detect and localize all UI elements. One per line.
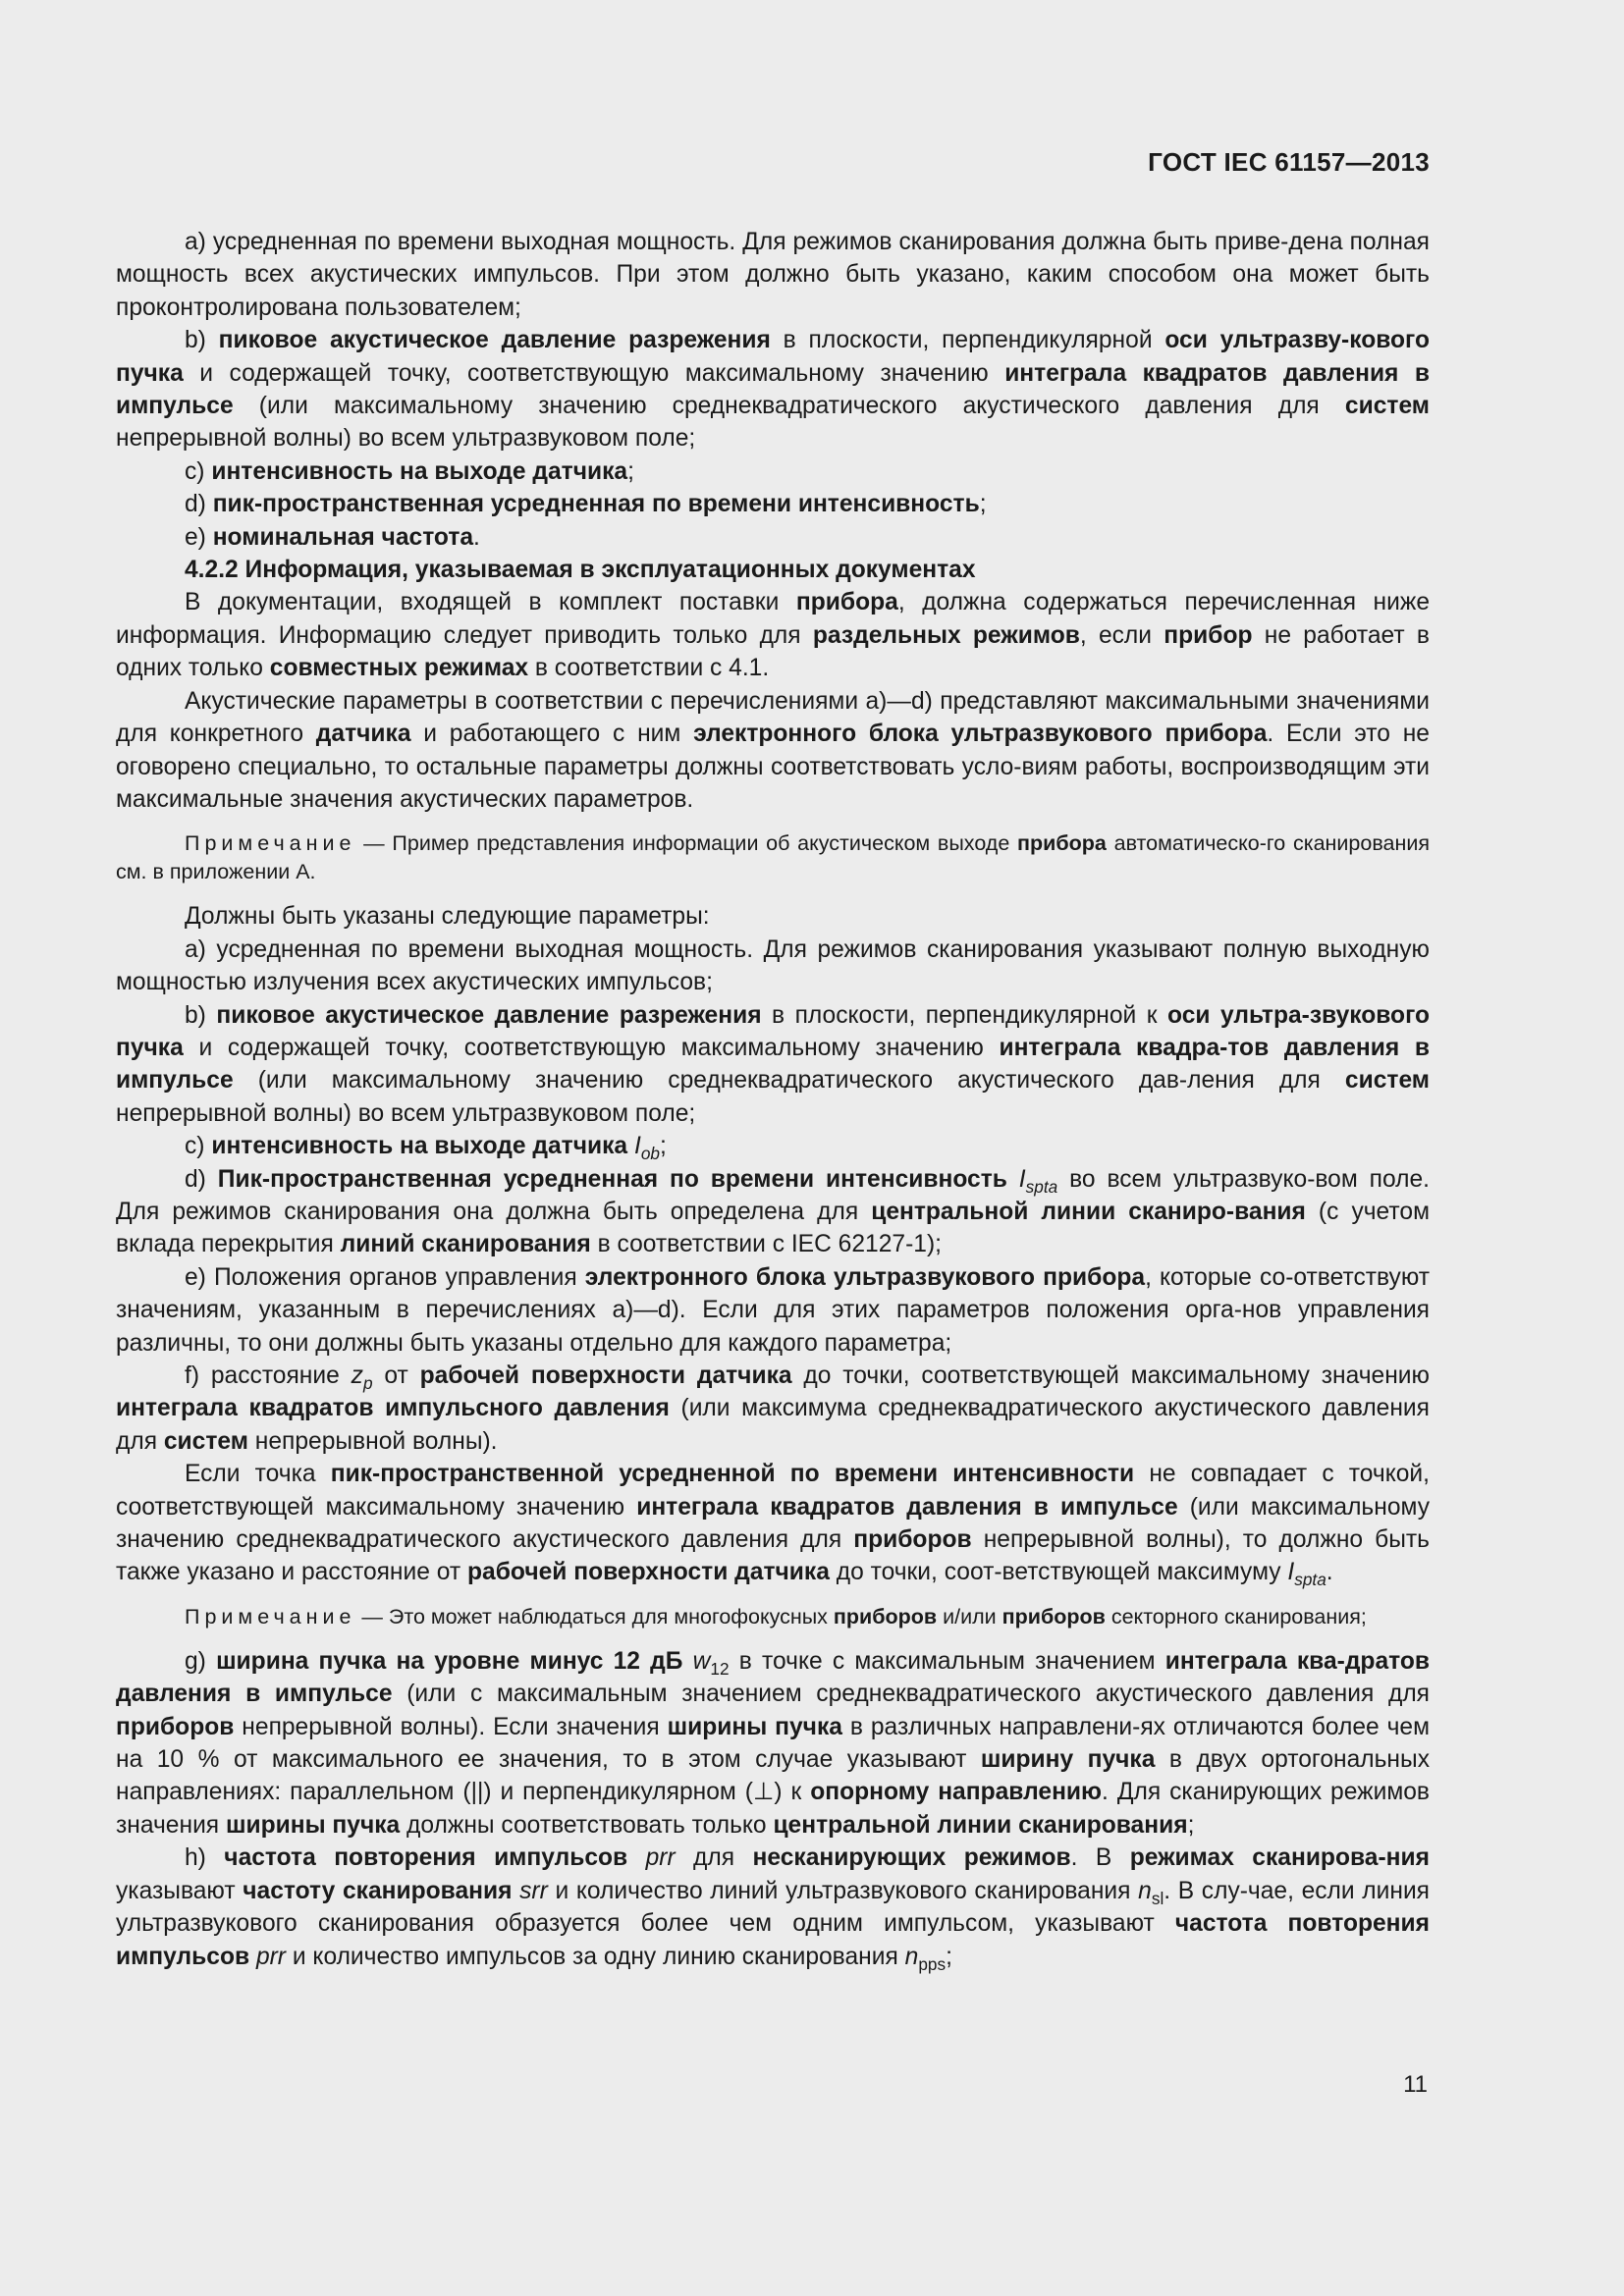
paragraph-a-power: а) усредненная по времени выходная мощность. Для режимов сканирования должна быть приве-дена полная мощность всех акустических импульсов. При этом должно быть указано, каким способом она может быть проконтролирована пользователем; <box>116 229 1430 321</box>
paragraph-e-frequency: е) номинальная частота. <box>185 523 480 551</box>
paragraph-c-intensity: с) интенсивность на выходе датчика; <box>185 457 634 485</box>
paragraph-point-mismatch: Если точка пик-пространственной усредненной по времени интенсивности не совпадает с точкой, соответствующей максимальному значению интеграла квадратов давления в импульсе (или максимальному значению среднеквадратического акустического давления для приборов непрерывной волны), то должно быть также указано и расстояние от рабочей поверхности датчика до точки, соот-ветствующей максимуму $I_{spta}$. <box>116 1461 1430 1590</box>
document-body <box>116 226 1430 1973</box>
section-heading: 4.2.2 Информация, указываемая в эксплуатационных документах <box>185 557 976 584</box>
note-2: Примечание — Это может наблюдаться для многофокусных приборов и/или приборов секторного сканирования; <box>185 1604 1367 1629</box>
paragraph-b-pressure: b) пиковое акустическое давление разрежения в плоскости, перпендикулярной оси ультразву-кового пучка и содержащей точку, соответствующую максимальному значению интеграла квадратов давления в импульсе (или максимальному значению среднеквадратического акустического давления для систем непрерывной волны) во всем ультразвуковом поле; <box>116 327 1430 453</box>
paragraph-e-controls: е) Положения органов управления электронного блока ультразвукового прибора, которые со-ответствуют значениям, указанным в перечислениях а)—d). Если для этих параметров положения орга-нов управления различны, то они должны быть указаны отдельно для каждого параметра; <box>116 1263 1430 1357</box>
paragraph-d-ispta: d) Пик-пространственная усредненная по времени интенсивность $I_{spta}$ во всем ультразвуко-вом поле. Для режимов сканирования она должна быть определена для центральной линии сканиро-вания (с учетом вклада перекрытия линий сканирования в соответствии с IEC 62127-1); <box>116 1165 1430 1258</box>
paragraph-f-distance: f) расстояние $z_p$ от рабочей поверхности датчика до точки, соответствующей максимальному значению интеграла квадратов импульсного давления (или максимума среднеквадратического акустического давления для систем непрерывной волны). <box>116 1362 1430 1455</box>
paragraph-documentation: В документации, входящей в комплект поставки прибора, должна содержаться перечисленная ниже информация. Информацию следует приводить только для раздельных режимов, если прибор не работает в одних только совместных режимах в соответствии с 4.1. <box>116 589 1430 682</box>
paragraph-c-iob: с) интенсивность на выходе датчика $I_{ob}$; <box>185 1133 667 1164</box>
paragraph-acoustic-params: Акустические параметры в соответствии с перечислениями а)—d) представляют максимальными значениями для конкретного датчика и работающего с ним электронного блока ультразвукового прибора. Если это не оговорено специально, то остальные параметры должны соответствовать усло-виям работы, воспроизводящим эти максимальные значения акустических параметров. <box>116 687 1430 813</box>
paragraph-b-rarefaction: b) пиковое акустическое давление разрежения в плоскости, перпендикулярной к оси ультра-звукового пучка и содержащей точку, соответствующую максимальному значению интеграла квадра-тов давления в импульсе (или максимальному значению среднеквадратического акустического дав-ления для систем непрерывной волны) во всем ультразвуковом поле; <box>116 1001 1431 1127</box>
paragraph-h-prr: h) частота повторения импульсов prr для несканирующих режимов. В режимах сканирова-ния указывают частоту сканирования srr и количество линий ультразвукового сканирования $n_{sl}$. В слу-чае, если линия ультразвукового сканирования образуется более чем одним импульсом, указывают частота повторения импульсов prr и количество импульсов за одну линию сканирования $n_{pps}$; <box>116 1844 1431 1974</box>
paragraph-a-output-power: а) усредненная по времени выходная мощность. Для режимов сканирования указывают полную выходную мощностью излучения всех акустических импульсов; <box>116 935 1430 996</box>
paragraph-params-intro: Должны быть указаны следующие параметры: <box>185 903 710 931</box>
paragraph-d-spatial-peak: d) пик-пространственная усредненная по времени интенсивность; <box>185 491 987 518</box>
document-number-header: ГОСТ IEC 61157—2013 <box>1148 147 1430 177</box>
paragraph-g-beam-width: g) ширина пучка на уровне минус 12 дБ $w_{12}$ в точке с максимальным значением интеграла ква-дратов давления в импульсе (или с максимальным значением среднеквадратического акустического давления для приборов непрерывной волны). Если значения ширины пучка в различных направлени-ях отличаются более чем на 10 % от максимального ее значения, то в этом случае указывают ширину пучка в двух ортогональных направлениях: параллельном (||) и перпендикулярном (⊥) к опорному направлению. Для сканирующих режимов значения ширины пучка должны соответствовать только центральной линии сканирования; <box>116 1647 1431 1839</box>
page-number: 11 <box>1403 2071 1428 2098</box>
note-1: Примечание — Пример представления информации об акустическом выходе прибора автоматическо-го сканирования см. в приложении А. <box>116 831 1430 884</box>
